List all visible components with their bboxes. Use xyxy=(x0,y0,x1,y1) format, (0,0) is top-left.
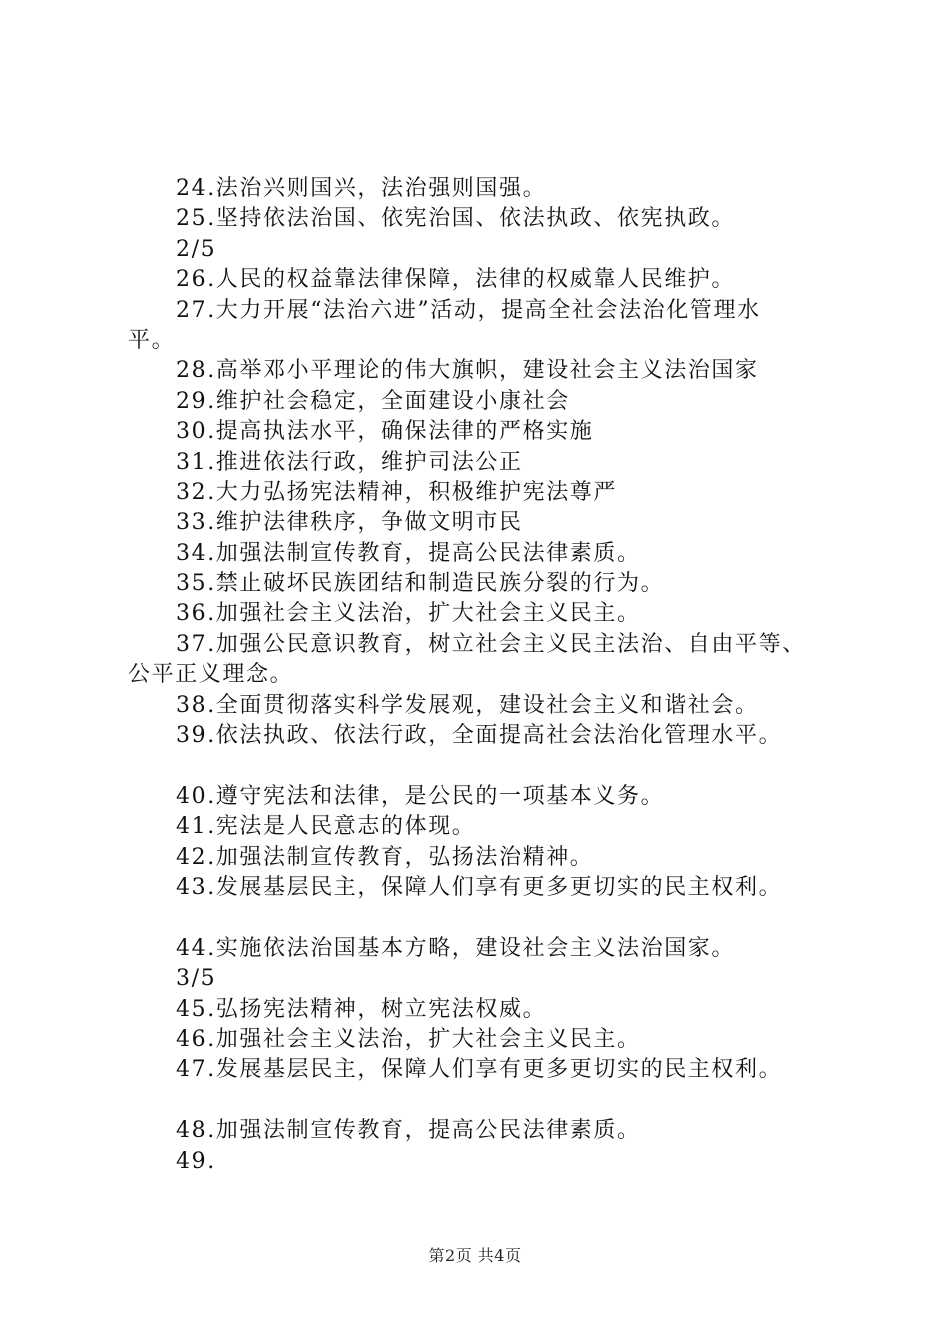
text-line: 49. xyxy=(176,1148,216,1174)
text-line: 40.遵守宪法和法律，是公民的一项基本义务。 xyxy=(176,783,665,809)
text-line: 37.加强公民意识教育，树立社会主义民主法治、自由平等、 xyxy=(176,631,806,657)
text-line: 3/5 xyxy=(176,966,217,992)
text-line: 25.坚持依法治国、依宪治国、依法执政、依宪执政。 xyxy=(176,206,735,232)
text-line: 47.发展基层民主，保障人们享有更多更切实的民主权利。 xyxy=(176,1057,783,1083)
text-line: 36.加强社会主义法治，扩大社会主义民主。 xyxy=(176,601,641,627)
text-line: 2/5 xyxy=(176,236,217,262)
text-line: 24.法治兴则国兴，法治强则国强。 xyxy=(176,176,547,201)
text-line: 26.人民的权益靠法律保障，法律的权威靠人民维护。 xyxy=(176,267,735,293)
text-line: 43.发展基层民主，保障人们享有更多更切实的民主权利。 xyxy=(176,874,783,900)
blank-line xyxy=(128,1086,844,1116)
text-line: 31.推进依法行政，维护司法公正 xyxy=(176,449,523,475)
text-line: 33.维护法律秩序，争做文明市民 xyxy=(176,510,523,536)
text-line: 29.维护社会稳定，全面建设小康社会 xyxy=(176,388,570,414)
blank-line xyxy=(128,903,844,933)
page-footer: 第2页 共4页 xyxy=(428,1246,522,1265)
text-line: 28.高举邓小平理论的伟大旗帜，建设社会主义法治国家 xyxy=(176,358,759,384)
text-line: 39.依法执政、依法行政，全面提高社会法治化管理水平。 xyxy=(176,723,783,749)
text-line: 32.大力弘扬宪法精神，积极维护宪法尊严 xyxy=(176,479,617,505)
text-line: 27.大力开展“法治六进”活动，提高全社会法治化管理水 xyxy=(176,297,761,323)
text-line: 42.加强法制宣传教育，弘扬法治精神。 xyxy=(176,844,594,870)
text-line: 公平正义理念。 xyxy=(128,662,294,688)
text-line: 46.加强社会主义法治，扩大社会主义民主。 xyxy=(176,1026,641,1052)
text-line: 35.禁止破坏民族团结和制造民族分裂的行为。 xyxy=(176,571,665,597)
blank-line xyxy=(128,751,844,781)
text-line: 34.加强法制宣传教育，提高公民法律素质。 xyxy=(176,540,641,566)
document-body xyxy=(128,174,844,1177)
text-line: 45.弘扬宪法精神，树立宪法权威。 xyxy=(176,996,547,1022)
text-line: 44.实施依法治国基本方略，建设社会主义法治国家。 xyxy=(176,935,735,961)
text-line: 30.提高执法水平，确保法律的严格实施 xyxy=(176,419,594,445)
text-line: 平。 xyxy=(128,327,176,353)
text-line: 48.加强法制宣传教育，提高公民法律素质。 xyxy=(176,1118,641,1144)
text-line: 38.全面贯彻落实科学发展观，建设社会主义和谐社会。 xyxy=(176,692,759,718)
text-line: 41.宪法是人民意志的体现。 xyxy=(176,814,476,840)
